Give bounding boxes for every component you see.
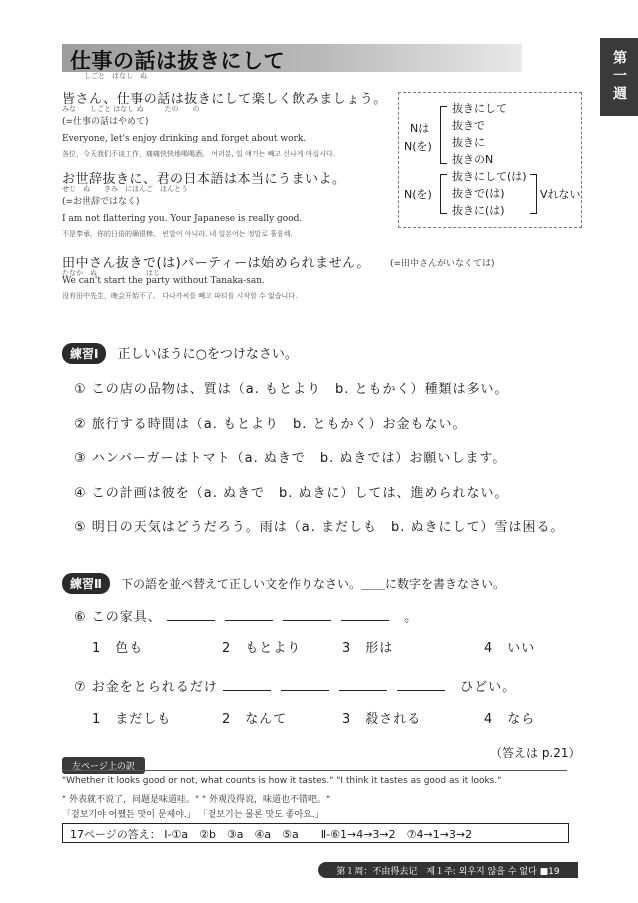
example1-translations: 各位，今天我们不谈工作，痛痛快快地喝喝酒。 여러분, 일 얘기는 빼고 신나게 마십시다. — [62, 150, 335, 158]
translation-badge: 左ページ上の訳 — [62, 757, 145, 774]
exercise1-q5: ⑤ 明日の天気はどうだろう。雨は（a. まだしも b. ぬきにして）雪は困る。 — [74, 520, 565, 535]
pattern-item: 抜きにして(は) — [452, 170, 527, 183]
pattern-v-nai: Vれない — [540, 188, 581, 201]
q6-end: 。 — [404, 610, 419, 625]
exercise1-q3: ③ ハンバーガーはトマト（a. ぬきで b. ぬきでは）お願いします。 — [74, 451, 507, 466]
exercise1-instruction: 正しいほうに○をつけなさい。 — [117, 347, 298, 362]
answer-blank[interactable] — [339, 678, 387, 691]
example2-sentence: お世辞抜きに、君の日本語は本当にうまいよ。 — [62, 172, 346, 187]
example1-sentence: 皆さん、仕事の話は抜きにして楽しく飲みましょう。 — [62, 92, 387, 107]
q7-end: ひどい。 — [460, 680, 517, 695]
exercise1-q1: ① この店の品物は、質は（a. もとより b. ともかく）種類は多い。 — [74, 382, 509, 397]
exercise2-badge: 練習Ⅱ — [62, 573, 110, 594]
example2-paraphrase: (=お世辞ではなく) — [62, 197, 140, 207]
title-ruby: しごと はなし ぬ — [84, 72, 147, 80]
pattern-group-1 — [452, 100, 507, 168]
example2-english: I am not flattering you. Your Japanese is really good. — [62, 214, 303, 224]
q7-choice-2: 2 なんて — [222, 712, 288, 727]
pattern-item: 抜きで(は) — [452, 187, 505, 200]
pattern-n-wo: N(を) — [404, 140, 432, 153]
answer-blank[interactable] — [283, 608, 331, 621]
pattern-n-wo-2: N(を) — [404, 188, 432, 201]
example1-paraphrase: (=仕事の話はやめて) — [62, 117, 149, 127]
pattern-item: 抜きに — [452, 136, 485, 149]
answer-blank[interactable] — [341, 608, 389, 621]
exercise2-q6 — [74, 606, 418, 625]
pattern-item: 抜きにして — [452, 102, 507, 115]
example3-aside: (=田中さんがいなくては) — [390, 259, 495, 269]
q6-stem: ⑥ この家具、 — [74, 610, 162, 625]
answer-blank[interactable] — [281, 678, 329, 691]
example1-ruby: みな しごと はなし ぬ たの の — [62, 105, 200, 113]
answer-blank[interactable] — [225, 608, 273, 621]
answers-text: 17ページの答え： Ⅰ-①a ②b ③a ④a ⑤a Ⅱ-⑥1→4→3→2 ⑦4→1→3→2 — [70, 828, 473, 841]
answer-blank[interactable] — [167, 608, 215, 621]
translation-english: "Whether it looks good or not, what counts is how it tastes." "I think it tastes as good as it looks." — [62, 776, 502, 786]
example3-english: We can't start the party without Tanaka-san. — [62, 276, 265, 286]
q7-choice-1: 1 まだしも — [92, 712, 172, 727]
week-tab: 第一週 — [600, 38, 638, 116]
exercise2-header — [62, 573, 505, 594]
translation-chinese: " 外表就不说了，问题是味道哇。" " 外观没得说，味道也不错吧。" — [62, 795, 331, 805]
pattern-item: 抜きに(は) — [452, 204, 505, 217]
answer-blank[interactable] — [223, 678, 271, 691]
exercise2-instruction: 下の語を並べ替えて正しい文を作りなさい。＿＿に数字を書きなさい。 — [121, 577, 506, 591]
answer-blank[interactable] — [397, 678, 445, 691]
example1-english: Everyone, let's enjoy drinking and forget about work. — [62, 134, 307, 144]
exercise1-badge: 練習Ⅰ — [62, 343, 106, 364]
q7-choice-3: 3 殺される — [342, 712, 422, 727]
q6-choice-2: 2 もとより — [222, 641, 302, 656]
page-footer: 第１周：不由得去记 제１주: 외우지 않을 수 없다 ■19 — [318, 862, 578, 878]
pattern-item: 抜きのN — [452, 153, 494, 166]
pattern-bracket-3 — [530, 174, 537, 214]
q6-choice-4: 4 いい — [484, 641, 536, 656]
exercise1-q2: ② 旅行する時間は（a. もとより b. ともかく）お金もない。 — [74, 417, 467, 432]
exercise1-header — [62, 343, 298, 364]
pattern-item: 抜きで — [452, 119, 485, 132]
pattern-n-wa: Nは — [410, 122, 430, 135]
translation-korean: 「겉보기야 어쨌든 맛이 문제야.」 「겉보기는 물론 맛도 좋아요.」 — [62, 810, 324, 820]
example2-translations: 不是奉承，你的日语的确很棒。 빈말이 아니라, 네 일본어는 정말로 훌륭해. — [62, 230, 293, 238]
exercise1-q4: ④ この計画は彼を（a. ぬきで b. ぬきに）しては、進められない。 — [74, 486, 509, 501]
example3-ruby: たなか ぬ はじ — [62, 269, 160, 277]
translation-divider — [62, 770, 567, 771]
example3-translations: 没有田中先生，晚会开始不了。 다나카씨를 빼고 파티를 시작할 수 없습니다. — [62, 292, 298, 300]
pattern-group-2 — [452, 168, 527, 219]
q7-stem: ⑦ お金をとられるだけ — [74, 680, 218, 695]
answer-reference: （答えは p.21） — [490, 746, 581, 760]
page-title: 仕事の話は抜きにして — [70, 49, 285, 73]
pattern-bracket-2 — [440, 174, 447, 214]
q6-choice-1: 1 色も — [92, 641, 144, 656]
pattern-bracket-1 — [440, 106, 447, 164]
example3-sentence: 田中さん抜きで(は)パーティーは始められません。 — [62, 256, 370, 271]
example2-ruby: せじ ぬ きみ にほんご ほんとう — [62, 185, 188, 193]
exercise2-q7 — [74, 676, 516, 695]
q7-choice-4: 4 なら — [484, 712, 536, 727]
q6-choice-3: 3 形は — [342, 641, 394, 656]
